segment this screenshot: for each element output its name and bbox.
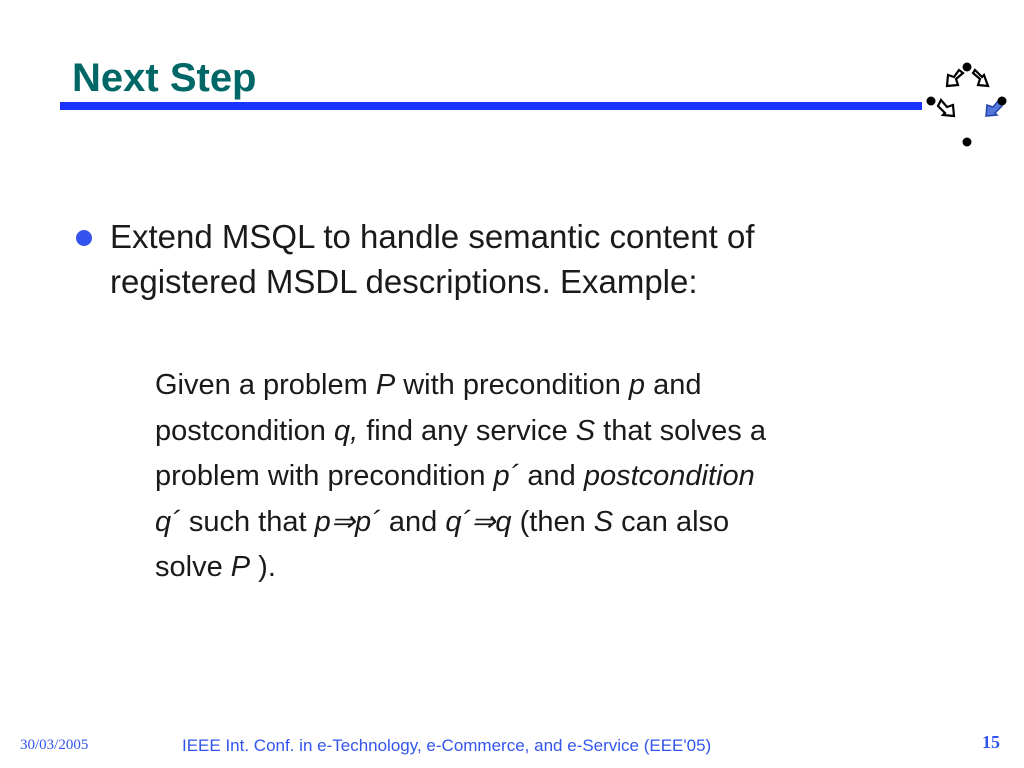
example-text: and [645, 369, 702, 401]
bullet-item-1 [110, 214, 910, 304]
page-number: 15 [982, 732, 1000, 752]
example-symbol: S [593, 505, 614, 538]
example-text: can also [613, 505, 730, 538]
example-text: and [519, 460, 584, 492]
example-text: solve [155, 551, 231, 583]
example-symbol: q, [333, 414, 359, 447]
footer-date: 30/03/2005 [20, 737, 89, 753]
example-text: and [380, 505, 446, 538]
example-text: that solves a [595, 414, 766, 447]
institute-logo-icon [924, 62, 1014, 152]
title-underline [60, 102, 922, 110]
example-line [155, 545, 955, 591]
example-text: Given a problem [155, 369, 376, 401]
example-symbol: P [375, 369, 396, 401]
bullet-line: registered MSDL descriptions. Example: [110, 263, 698, 300]
example-symbol: q´⇒q [445, 505, 512, 538]
example-symbol: p⇒p´ [314, 505, 381, 538]
example-paragraph [155, 363, 955, 591]
example-symbol: p [628, 369, 646, 401]
example-text: such that [180, 505, 315, 538]
example-text: (then [511, 505, 594, 538]
example-line [155, 500, 955, 546]
example-text: with precondition [395, 369, 629, 401]
footer-conference: IEEE Int. Conf. in e-Technology, e-Commerce, and e-Service (EEE'05) [182, 736, 712, 755]
example-symbol: P [230, 551, 251, 583]
bullet-marker [76, 230, 92, 246]
example-line [155, 409, 955, 455]
example-line [155, 454, 955, 500]
bullet-line: Extend MSQL to handle semantic content of [110, 218, 755, 255]
example-text: problem with precondition [155, 460, 494, 492]
example-symbol: S [575, 414, 596, 447]
slide-title: Next Step [72, 56, 257, 100]
example-symbol: p´ [493, 460, 520, 492]
example-symbol: postcondition [583, 460, 755, 492]
example-line [155, 363, 955, 409]
example-text: postcondition [155, 414, 334, 447]
example-text: ). [250, 551, 276, 583]
example-symbol: q´ [155, 505, 181, 538]
example-text: find any service [358, 414, 576, 447]
